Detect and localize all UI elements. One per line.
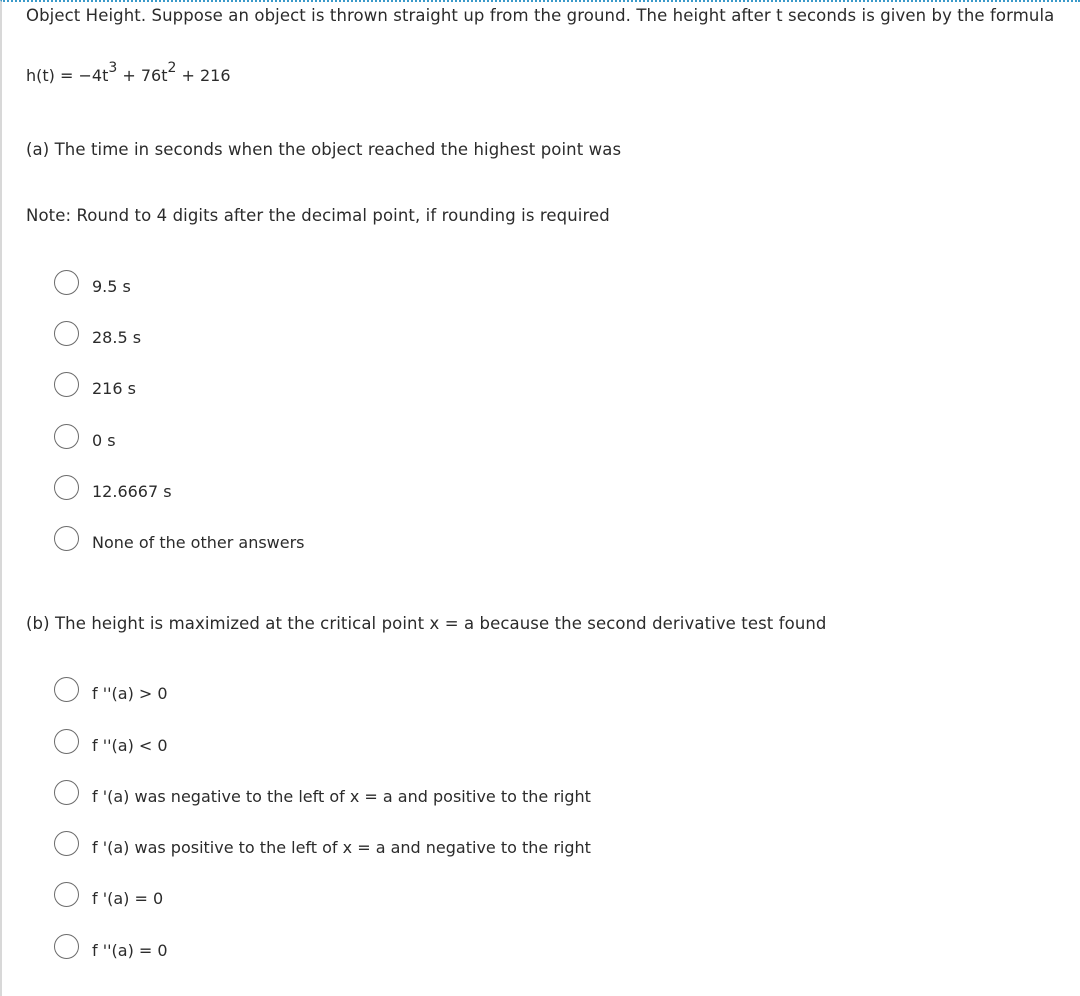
radio-button[interactable] xyxy=(54,677,79,702)
radio-button[interactable] xyxy=(54,526,79,551)
radio-button[interactable] xyxy=(54,882,79,907)
part-b-option-5[interactable] xyxy=(54,880,163,908)
question-intro: Object Height. Suppose an object is thrown straight up from the ground. The height after t seconds is given by the formula xyxy=(26,6,1055,25)
option-label: 9.5 s xyxy=(92,276,131,296)
option-label: f '(a) was negative to the left of x = a and positive to the right xyxy=(92,786,591,806)
option-label: None of the other answers xyxy=(92,532,305,552)
part-a-note: Note: Round to 4 digits after the decimal point, if rounding is required xyxy=(26,206,610,225)
option-label: f '(a) = 0 xyxy=(92,888,164,908)
radio-button[interactable] xyxy=(54,934,79,959)
formula-lhs: h(t) = −4t xyxy=(26,66,109,85)
option-label: 28.5 s xyxy=(92,327,142,347)
radio-button[interactable] xyxy=(54,780,79,805)
part-a-option-2[interactable] xyxy=(54,319,141,347)
radio-button[interactable] xyxy=(54,372,79,397)
part-a-option-6[interactable] xyxy=(54,524,305,552)
part-b-prompt: (b) The height is maximized at the critical point x = a because the second derivative test found xyxy=(26,614,827,633)
height-formula xyxy=(26,59,231,85)
option-label: f ''(a) > 0 xyxy=(92,683,168,703)
radio-button[interactable] xyxy=(54,475,79,500)
formula-rhs: + 216 xyxy=(176,66,231,85)
part-b-option-2[interactable] xyxy=(54,727,168,755)
option-label: f '(a) was positive to the left of x = a and negative to the right xyxy=(92,837,591,857)
part-b-option-4[interactable] xyxy=(54,829,591,857)
part-a-option-1[interactable] xyxy=(54,268,131,296)
radio-button[interactable] xyxy=(54,424,79,449)
formula-exponent-3: 3 xyxy=(108,59,118,76)
radio-button[interactable] xyxy=(54,729,79,754)
part-b-option-3[interactable] xyxy=(54,778,591,806)
part-a-option-4[interactable] xyxy=(54,422,116,450)
option-label: 216 s xyxy=(92,378,136,398)
radio-button[interactable] xyxy=(54,270,79,295)
part-a-prompt: (a) The time in seconds when the object reached the highest point was xyxy=(26,140,622,159)
part-a-option-3[interactable] xyxy=(54,370,136,398)
option-label: 0 s xyxy=(92,430,116,450)
option-label: f ''(a) < 0 xyxy=(92,735,168,755)
formula-exponent-2: 2 xyxy=(167,59,177,76)
formula-mid: + 76t xyxy=(117,66,168,85)
option-label: f ''(a) = 0 xyxy=(92,940,168,960)
option-label: 12.6667 s xyxy=(92,481,172,501)
part-a-option-5[interactable] xyxy=(54,473,172,501)
radio-button[interactable] xyxy=(54,321,79,346)
part-b-option-1[interactable] xyxy=(54,675,168,703)
radio-button[interactable] xyxy=(54,831,79,856)
part-b-option-6[interactable] xyxy=(54,932,168,960)
